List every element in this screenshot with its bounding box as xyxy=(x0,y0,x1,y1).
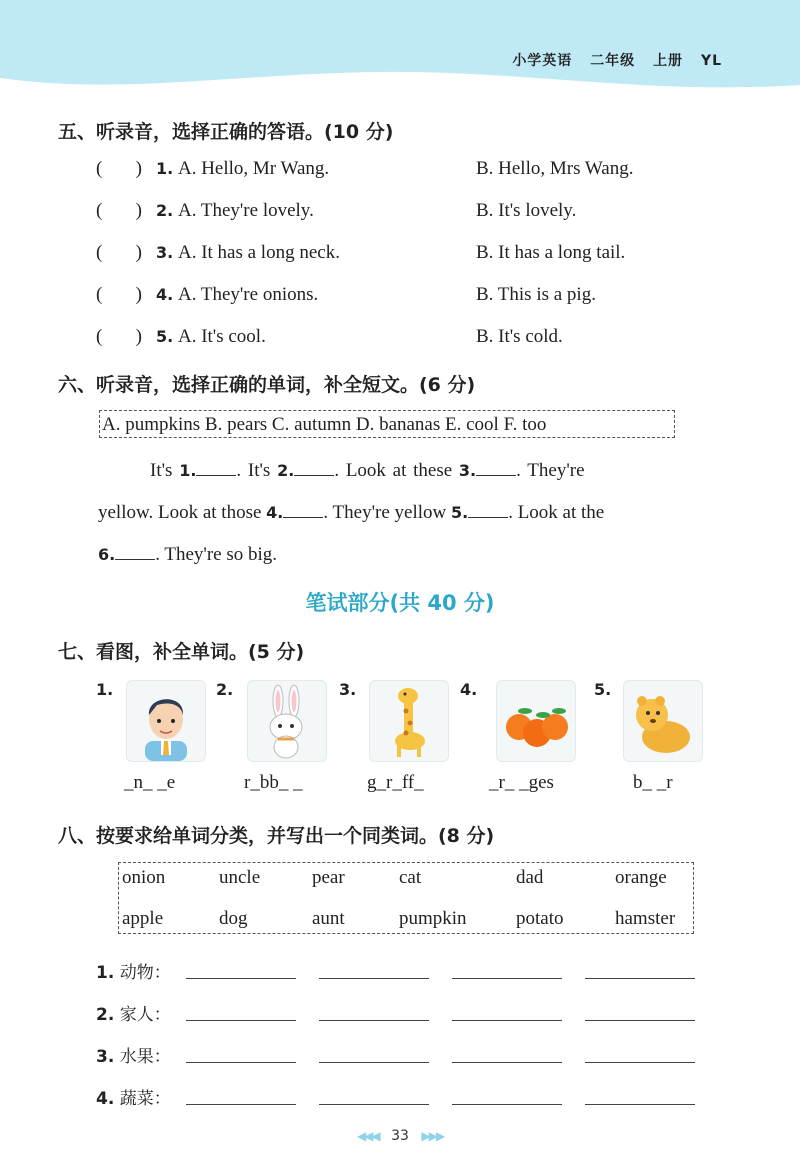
category-row-1: 1. 动物： xyxy=(96,963,171,983)
page-footer xyxy=(0,1128,800,1144)
question-row-4 xyxy=(96,284,596,306)
question-number: 5. xyxy=(156,327,174,346)
answer-line[interactable] xyxy=(585,978,695,979)
question-number: 4. xyxy=(156,285,174,304)
picture-number: 1. xyxy=(96,680,114,699)
header-subject: 小学英语 xyxy=(512,53,573,69)
passage-line-1: It's 1. . It's 2. . Look at these 3. . They're xyxy=(150,460,585,481)
giraffe-icon xyxy=(369,680,449,762)
word-bank-word: uncle xyxy=(219,867,261,888)
option-a: A. It has a long neck. xyxy=(177,242,340,263)
word-bank-word: pear xyxy=(312,867,345,888)
answer-line[interactable] xyxy=(452,1062,562,1063)
option-b: B. This is a pig. xyxy=(475,284,596,305)
answer-line[interactable] xyxy=(186,1020,296,1021)
answer-line[interactable] xyxy=(319,1020,429,1021)
answer-bracket[interactable]: ( ) xyxy=(96,200,142,221)
word-bank-word: aunt xyxy=(312,908,345,929)
fill-blank-4[interactable] xyxy=(283,501,323,518)
answer-line[interactable] xyxy=(186,1104,296,1105)
picture-number: 5. xyxy=(594,680,612,699)
answer-line[interactable] xyxy=(186,1062,296,1063)
word-bank-word: apple xyxy=(122,908,164,929)
answer-bracket[interactable]: ( ) xyxy=(96,242,142,263)
fill-blank-6[interactable] xyxy=(115,543,155,560)
header-code: YL xyxy=(700,53,722,69)
word-bank-word: potato xyxy=(516,908,564,929)
question-row-2 xyxy=(96,200,576,222)
answer-line[interactable] xyxy=(452,1020,562,1021)
prev-arrows-icon: ◀◀◀ xyxy=(356,1129,379,1143)
section8-title: 八、按要求给单词分类，并写出一个同类词。(8 分) xyxy=(58,825,495,847)
category-label: 家人： xyxy=(119,1005,171,1025)
question-number: 1. xyxy=(156,159,174,178)
answer-line[interactable] xyxy=(585,1062,695,1063)
question-row-3 xyxy=(96,242,625,264)
answer-line[interactable] xyxy=(585,1020,695,1021)
option-b: B. It's cold. xyxy=(475,326,563,347)
word-hint-4: _r_ _ges xyxy=(489,772,554,793)
question-row-1 xyxy=(96,158,633,180)
answer-line[interactable] xyxy=(585,1104,695,1105)
page-number: 33 xyxy=(391,1128,409,1144)
word-bank-word: pumpkin xyxy=(399,908,467,929)
header-volume: 上册 xyxy=(653,53,684,69)
picture-number: 2. xyxy=(216,680,234,699)
category-label: 动物： xyxy=(119,963,171,983)
word-hint-3: g_r_ff_ xyxy=(367,772,424,793)
next-arrows-icon: ▶▶▶ xyxy=(421,1129,444,1143)
option-b: B. Hello, Mrs Wang. xyxy=(475,158,634,179)
option-a: A. They're lovely. xyxy=(177,200,314,221)
option-a: A. They're onions. xyxy=(177,284,319,305)
fill-blank-5[interactable] xyxy=(468,501,508,518)
question-number: 2. xyxy=(156,201,174,220)
answer-line[interactable] xyxy=(452,1104,562,1105)
category-label: 水果： xyxy=(119,1047,171,1067)
word-options-box: A. pumpkins B. pears C. autumn D. bananas E. cool F. too xyxy=(99,410,675,438)
man-icon xyxy=(126,680,206,762)
bear-icon xyxy=(623,680,703,762)
answer-line[interactable] xyxy=(186,978,296,979)
picture-number: 4. xyxy=(460,680,478,699)
word-bank-word: hamster xyxy=(615,908,676,929)
answer-bracket[interactable]: ( ) xyxy=(96,326,142,347)
category-row-4: 4. 蔬菜： xyxy=(96,1089,171,1109)
answer-bracket[interactable]: ( ) xyxy=(96,158,142,179)
word-bank-word: onion xyxy=(122,867,166,888)
oranges-icon xyxy=(496,680,576,762)
fill-blank-2[interactable] xyxy=(294,459,334,476)
answer-line[interactable] xyxy=(452,978,562,979)
category-row-2: 2. 家人： xyxy=(96,1005,171,1025)
answer-line[interactable] xyxy=(319,1062,429,1063)
written-part-title: 笔试部分(共 40 分) xyxy=(305,591,495,615)
header-info xyxy=(500,50,722,70)
section5-title: 五、听录音，选择正确的答语。(10 分) xyxy=(58,121,394,143)
section7-title: 七、看图，补全单词。(5 分) xyxy=(58,641,305,663)
word-bank-word: dad xyxy=(516,867,544,888)
word-bank-word: dog xyxy=(219,908,248,929)
word-bank-word: cat xyxy=(399,867,422,888)
answer-line[interactable] xyxy=(319,1104,429,1105)
answer-bracket[interactable]: ( ) xyxy=(96,284,142,305)
header-wave-band xyxy=(0,0,800,95)
option-b: B. It's lovely. xyxy=(475,200,577,221)
word-bank-word: orange xyxy=(615,867,667,888)
word-hint-5: b_ _r xyxy=(633,772,673,793)
rabbit-icon xyxy=(247,680,327,762)
word-hint-2: r_bb_ _ xyxy=(244,772,303,793)
category-row-3: 3. 水果： xyxy=(96,1047,171,1067)
passage-line-3: 6. . They're so big. xyxy=(98,544,278,565)
picture-number: 3. xyxy=(339,680,357,699)
category-label: 蔬菜： xyxy=(119,1089,171,1109)
fill-blank-1[interactable] xyxy=(196,459,236,476)
header-grade: 二年级 xyxy=(590,53,636,69)
question-number: 3. xyxy=(156,243,174,262)
word-bank-box xyxy=(118,862,694,934)
passage-line-2: yellow. Look at those 4. . They're yellow 5. . Look at the xyxy=(98,502,605,523)
answer-line[interactable] xyxy=(319,978,429,979)
question-row-5 xyxy=(96,326,563,348)
option-a: A. It's cool. xyxy=(177,326,266,347)
option-b: B. It has a long tail. xyxy=(475,242,626,263)
section6-title: 六、听录音，选择正确的单词，补全短文。(6 分) xyxy=(58,374,476,396)
fill-blank-3[interactable] xyxy=(476,459,516,476)
word-hint-1: _n_ _e xyxy=(124,772,176,793)
option-a: A. Hello, Mr Wang. xyxy=(177,158,330,179)
